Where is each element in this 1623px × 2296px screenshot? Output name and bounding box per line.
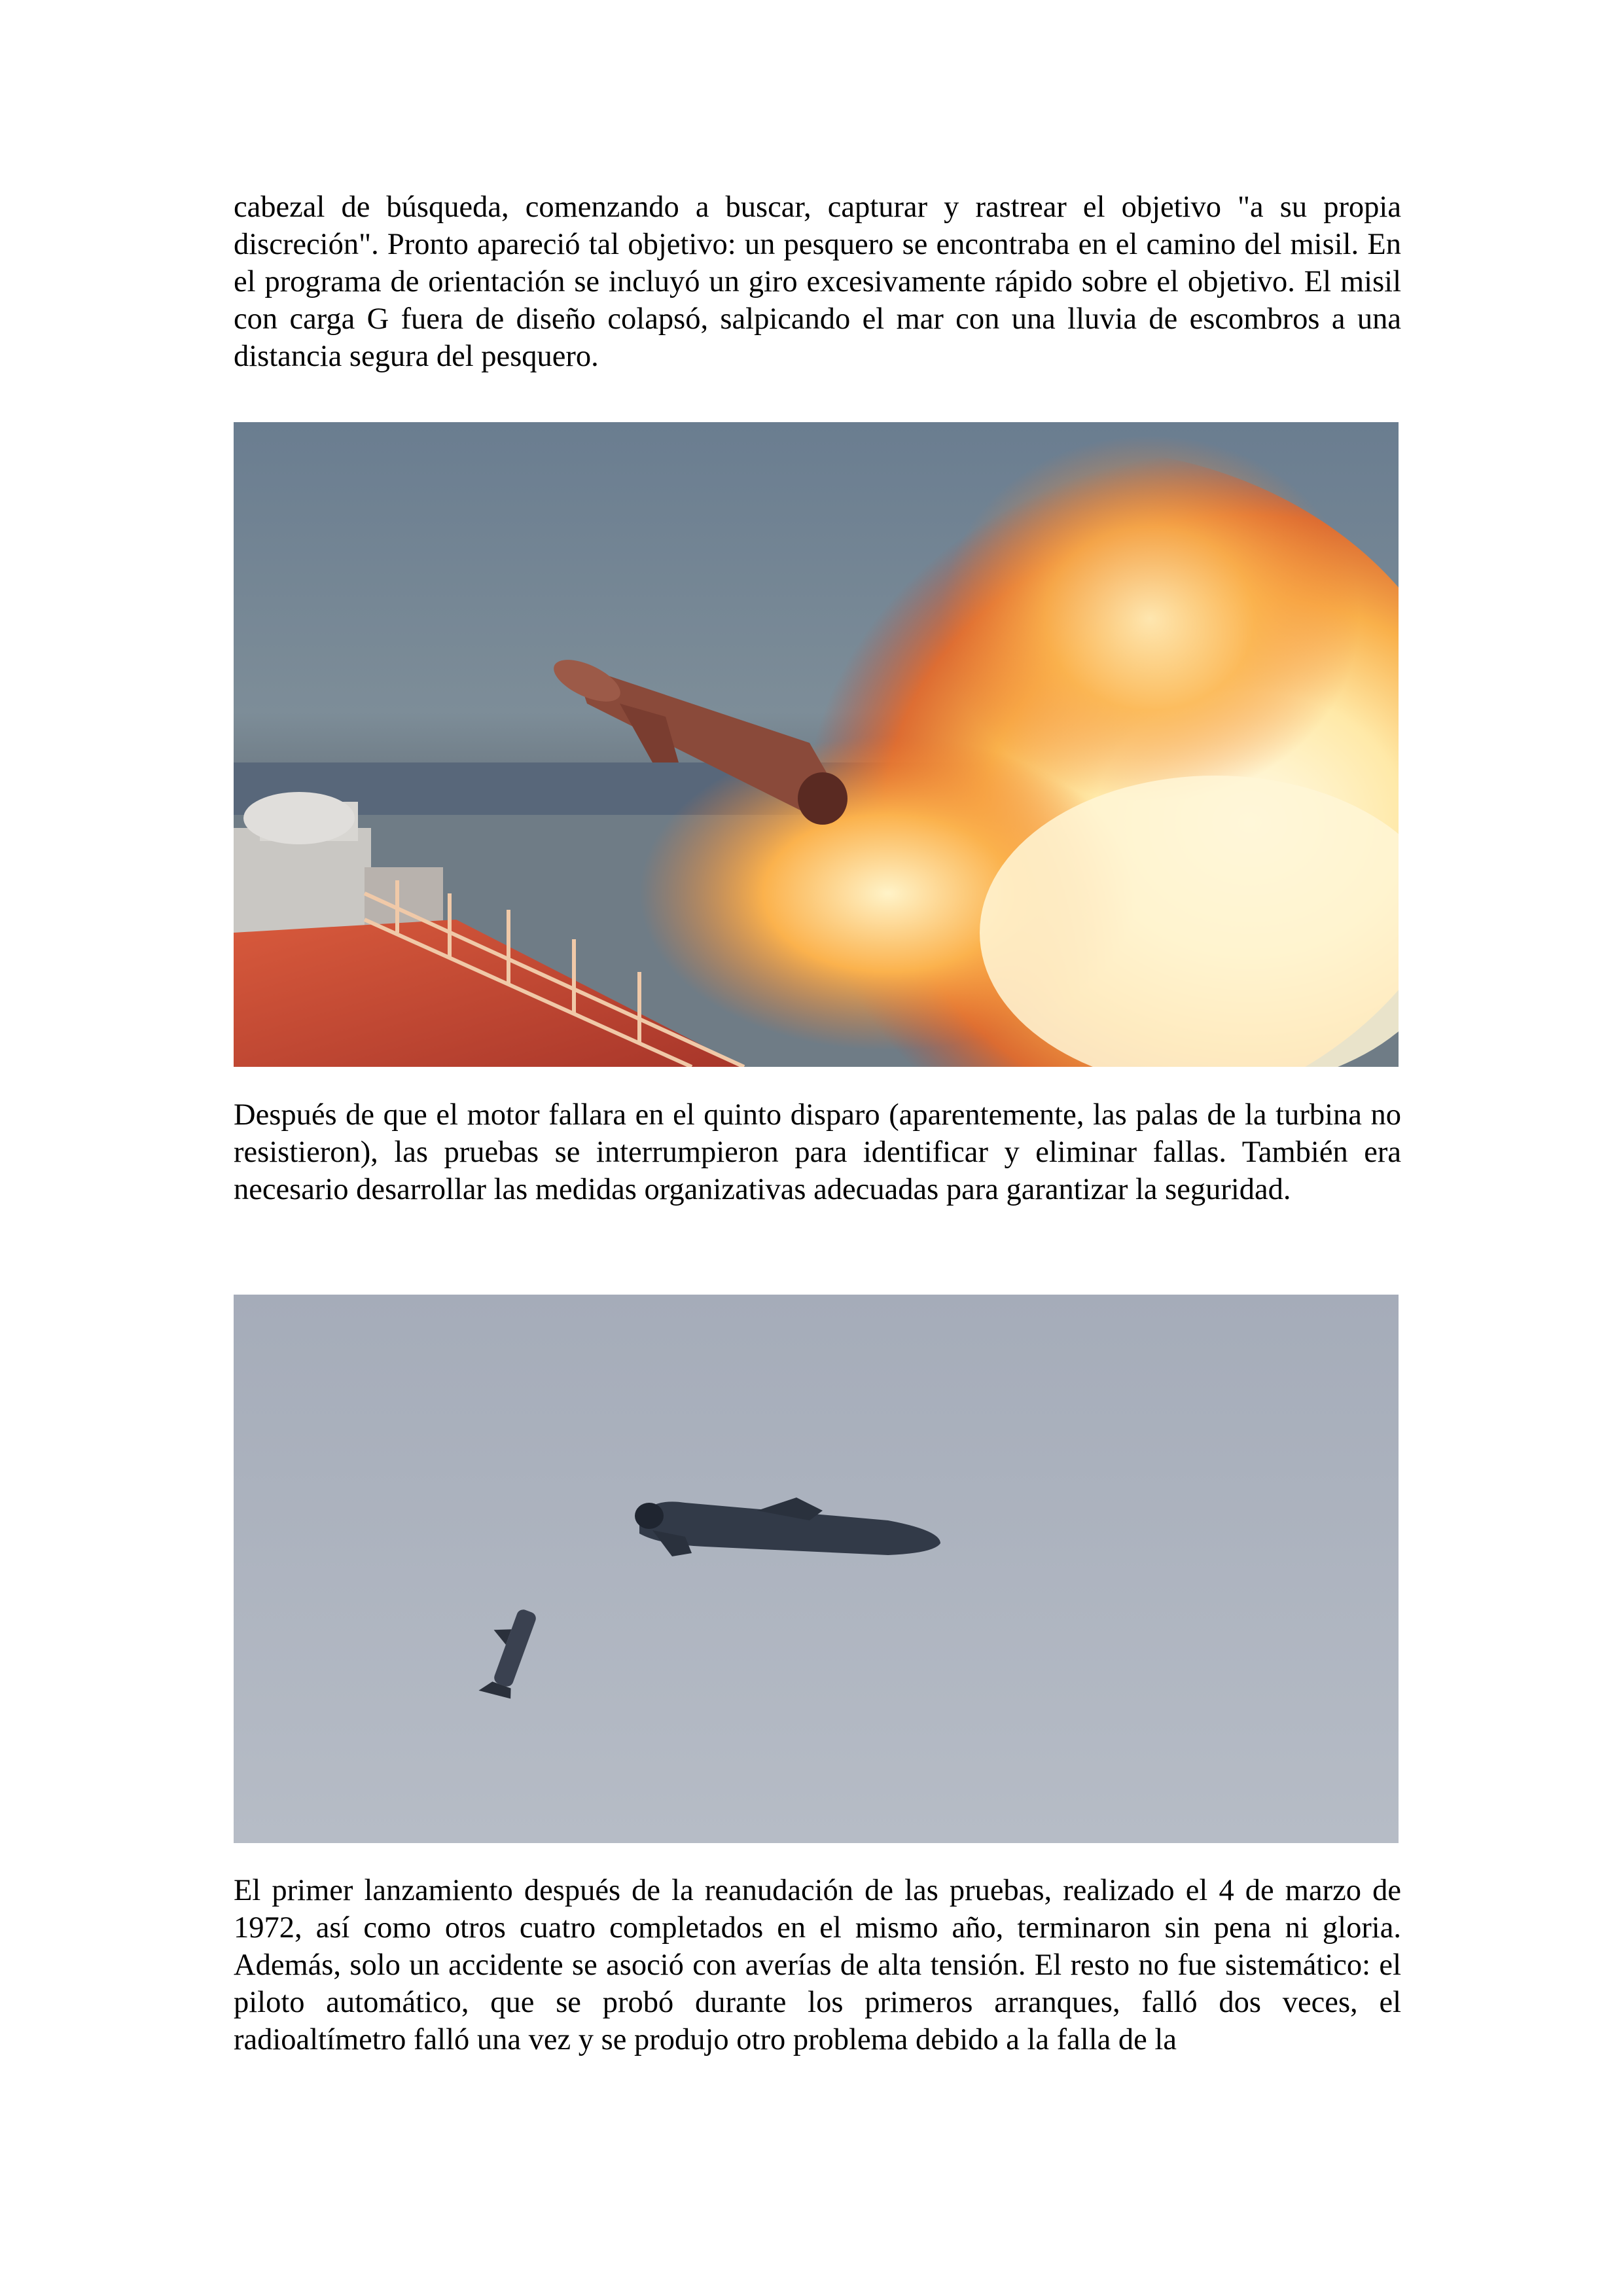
paragraph-3: El primer lanzamiento después de la reanudación de las pruebas, realizado el 4 de marzo de 1972, así como otros cuatro completados en el mismo año, terminaron sin pena ni gloria. Además, solo un accidente se asoció con averías de alta tensión. El resto no fue sistemático: el piloto automático, que se probó durante los primeros arranques, falló dos veces, el radioaltímetro falló una vez y se produjo otro problema debido a la falla de la: [234, 1874, 1401, 2056]
missile-launch-photo: [234, 422, 1399, 1067]
paragraph-2: Después de que el motor fallara en el quinto disparo (aparentemente, las palas de la turbina no resistieron), las pruebas se interrumpieron para identificar y eliminar fallas. También era necesario desarrollar las medidas organizativas adecuadas para garantizar la seguridad.: [234, 1098, 1401, 1206]
missile-flight-image: [234, 1295, 1399, 1843]
paragraph-1: cabezal de búsqueda, comenzando a buscar, capturar y rastrear el objetivo "a su propia discreción". Pronto apareció tal objetivo: un pesquero se encontraba en el camino del misil. En el programa de orientación se incluyó un giro excesivamente rápido sobre el objetivo. El misil con carga G fuera de diseño colapsó, salpicando el mar con una lluvia de escombros a una distancia segura del pesquero.: [234, 190, 1401, 373]
missile-launch-image: [234, 422, 1399, 1067]
missile-flight-photo: [234, 1295, 1399, 1843]
